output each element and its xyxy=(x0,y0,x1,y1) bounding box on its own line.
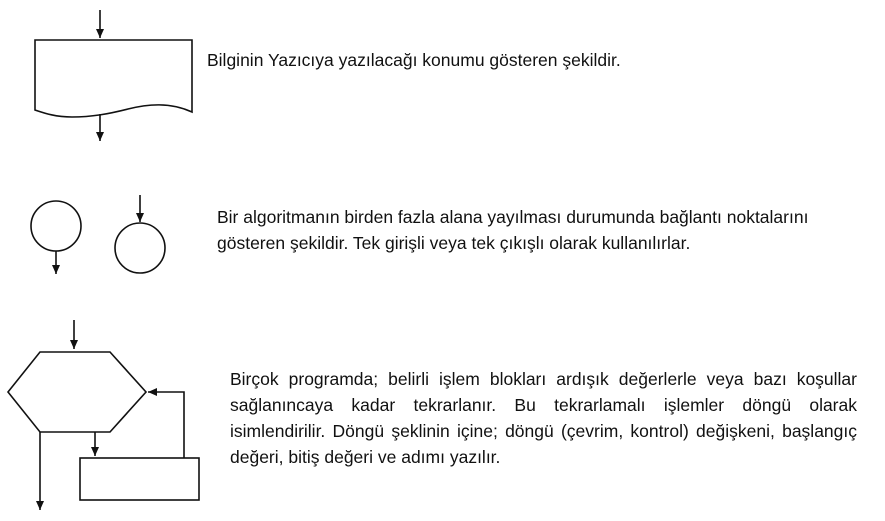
printer-output-symbol xyxy=(35,10,192,141)
loop-return-arrow xyxy=(148,392,184,458)
loop-body-process-box xyxy=(80,458,199,500)
loop-symbol xyxy=(8,320,199,510)
connector-symbol-description: Bir algoritmanın birden fazla alana yayılması durumunda bağlantı noktalarını gösteren şekildir. Tek girişli veya tek çıkışlı olarak kullanılırlar. xyxy=(217,207,809,253)
connector-symbols xyxy=(31,195,165,274)
printer-symbol-description: Bilginin Yazıcıya yazılacağı konumu gösteren şekildir. xyxy=(207,50,621,70)
loop-symbol-description: Birçok programda; belirli işlem blokları ardışık değerlerle veya bazı koşullar sağlanıncaya kadar tekrarlanır. Bu tekrarlamalı işlemler döngü olarak isimlendirilir. Döngü şeklinin içine; döngü (çevrim, kontrol) değişkeni, başlangıç değeri, bitiş değeri ve adımı yazılır. xyxy=(230,369,857,467)
connector-circle-in xyxy=(115,223,165,273)
printer-document-shape xyxy=(35,40,192,117)
loop-hexagon-shape xyxy=(8,352,146,432)
connector-circle-out xyxy=(31,201,81,251)
